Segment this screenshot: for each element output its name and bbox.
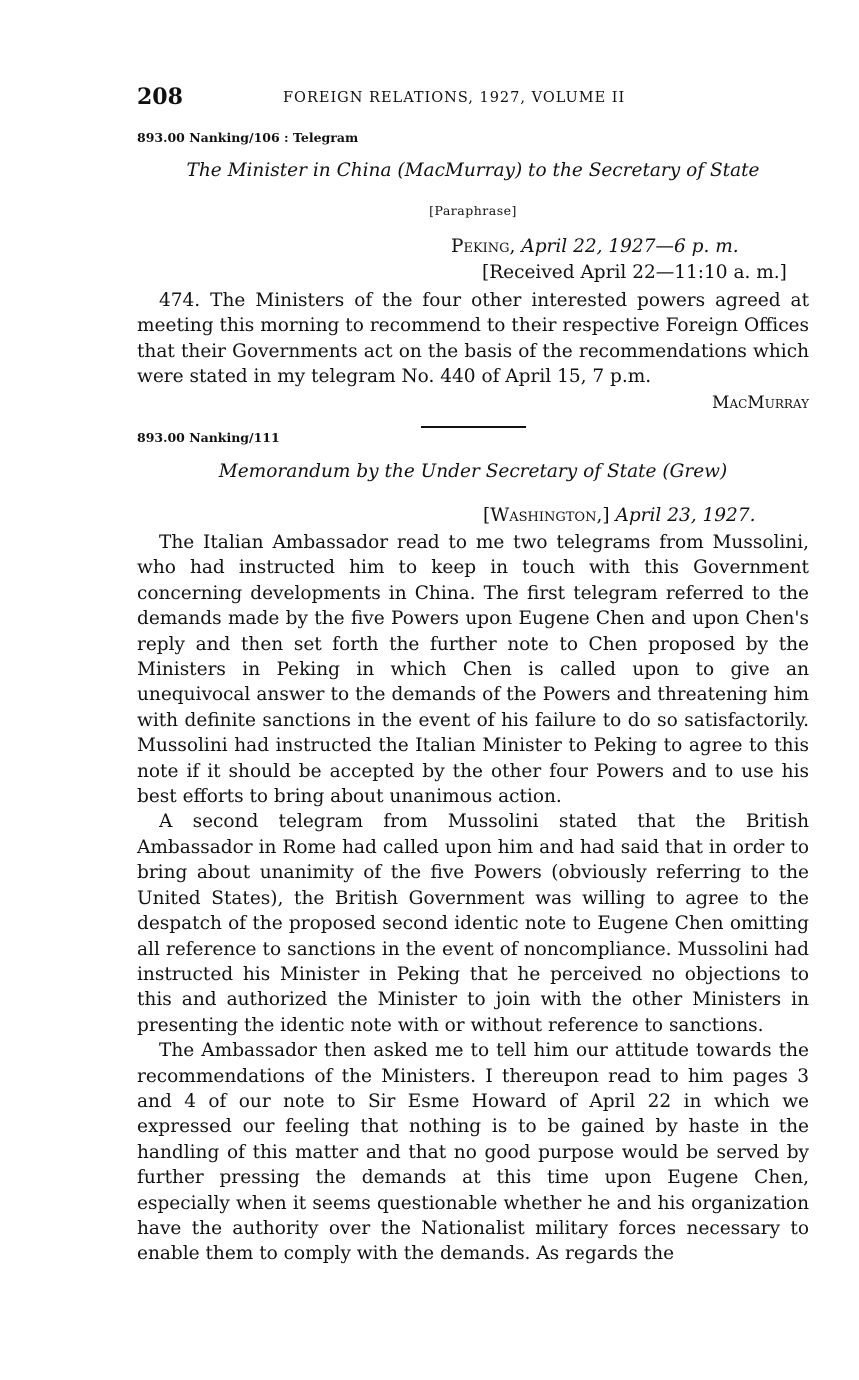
running-title: FOREIGN RELATIONS, 1927, VOLUME II	[283, 90, 626, 106]
dateline-date-2: April 23, 1927.	[615, 505, 756, 526]
memo-paragraph-2: A second telegram from Mussolini stated that the British Ambassador in Rome had called upon him and had said that in order to bring about unanimity of the five Powers (obviously referring to the United States), the British Government was willing to agree to the despatch of the proposed second identic note to Eugene Chen omitting all reference to sanctions in the event of noncompliance. Mussolini had instructed his Minister in Peking that he perceived no objections to this and authorized the Minister to join with the other Ministers in presenting the identic note with or without reference to sanctions.	[137, 811, 809, 1036]
dateline-place-1: Peking,	[451, 236, 516, 257]
page-number: 208	[137, 84, 183, 110]
signature: MacMurray	[712, 393, 809, 413]
memorandum-body	[137, 530, 809, 1267]
telegram-paragraph: 474. The Ministers of the four other interested powers agreed at meeting this morning to recommend to their respective Foreign Offices that their Governments act on the basis of the recommendations which were stated in my telegram No. 440 of April 15, 7 p.m.	[137, 290, 809, 388]
dateline-2	[483, 505, 755, 526]
dateline-date-1: April 22, 1927—6 p. m.	[521, 236, 739, 257]
memo-paragraph-1: The Italian Ambassador read to me two telegrams from Mussolini, who had instructed him to keep in touch with this Government concerning developments in China. The first telegram referred to the demands made by the five Powers upon Eugene Chen and upon Chen's reply and then set forth the further note to Chen proposed by the Ministers in Peking in which Chen is called upon to give an unequivocal answer to the demands of the Powers and threatening him with definite sanctions in the event of his failure to do so satisfactorily. Mussolini had instructed the Italian Minister to Peking to agree to this note if it should be accepted by the other four Powers and to use his best efforts to bring about unanimous action.	[137, 532, 809, 808]
dateline-1	[451, 236, 739, 257]
dateline-place-2: [Washington,]	[483, 505, 610, 526]
paraphrase-note: [Paraphrase]	[429, 203, 517, 218]
section-divider	[421, 426, 526, 428]
running-head	[137, 84, 809, 114]
received-line: [Received April 22—11:10 a. m.]	[482, 262, 787, 283]
file-reference-2: 893.00 Nanking/111	[137, 430, 280, 445]
memo-paragraph-3: The Ambassador then asked me to tell him our attitude towards the recommendations of the Ministers. I thereupon read to him pages 3 and 4 of our note to Sir Esme Howard of April 22 in which we expressed our feeling that nothing is to be gained by haste in the handling of this matter and that no good purpose would be served by further pressing the demands at this time upon Eugene Chen, especially when it seems questionable whether he and his organization have the authority over the Nationalist military forces necessary to enable them to comply with the demands. As regards the	[137, 1040, 809, 1265]
document-title-1: The Minister in China (MacMurray) to the Secretary of State	[186, 160, 760, 181]
file-reference-1: 893.00 Nanking/106 : Telegram	[137, 130, 359, 145]
telegram-body	[137, 288, 809, 390]
document-title-2: Memorandum by the Under Secretary of State (Grew)	[218, 461, 728, 482]
